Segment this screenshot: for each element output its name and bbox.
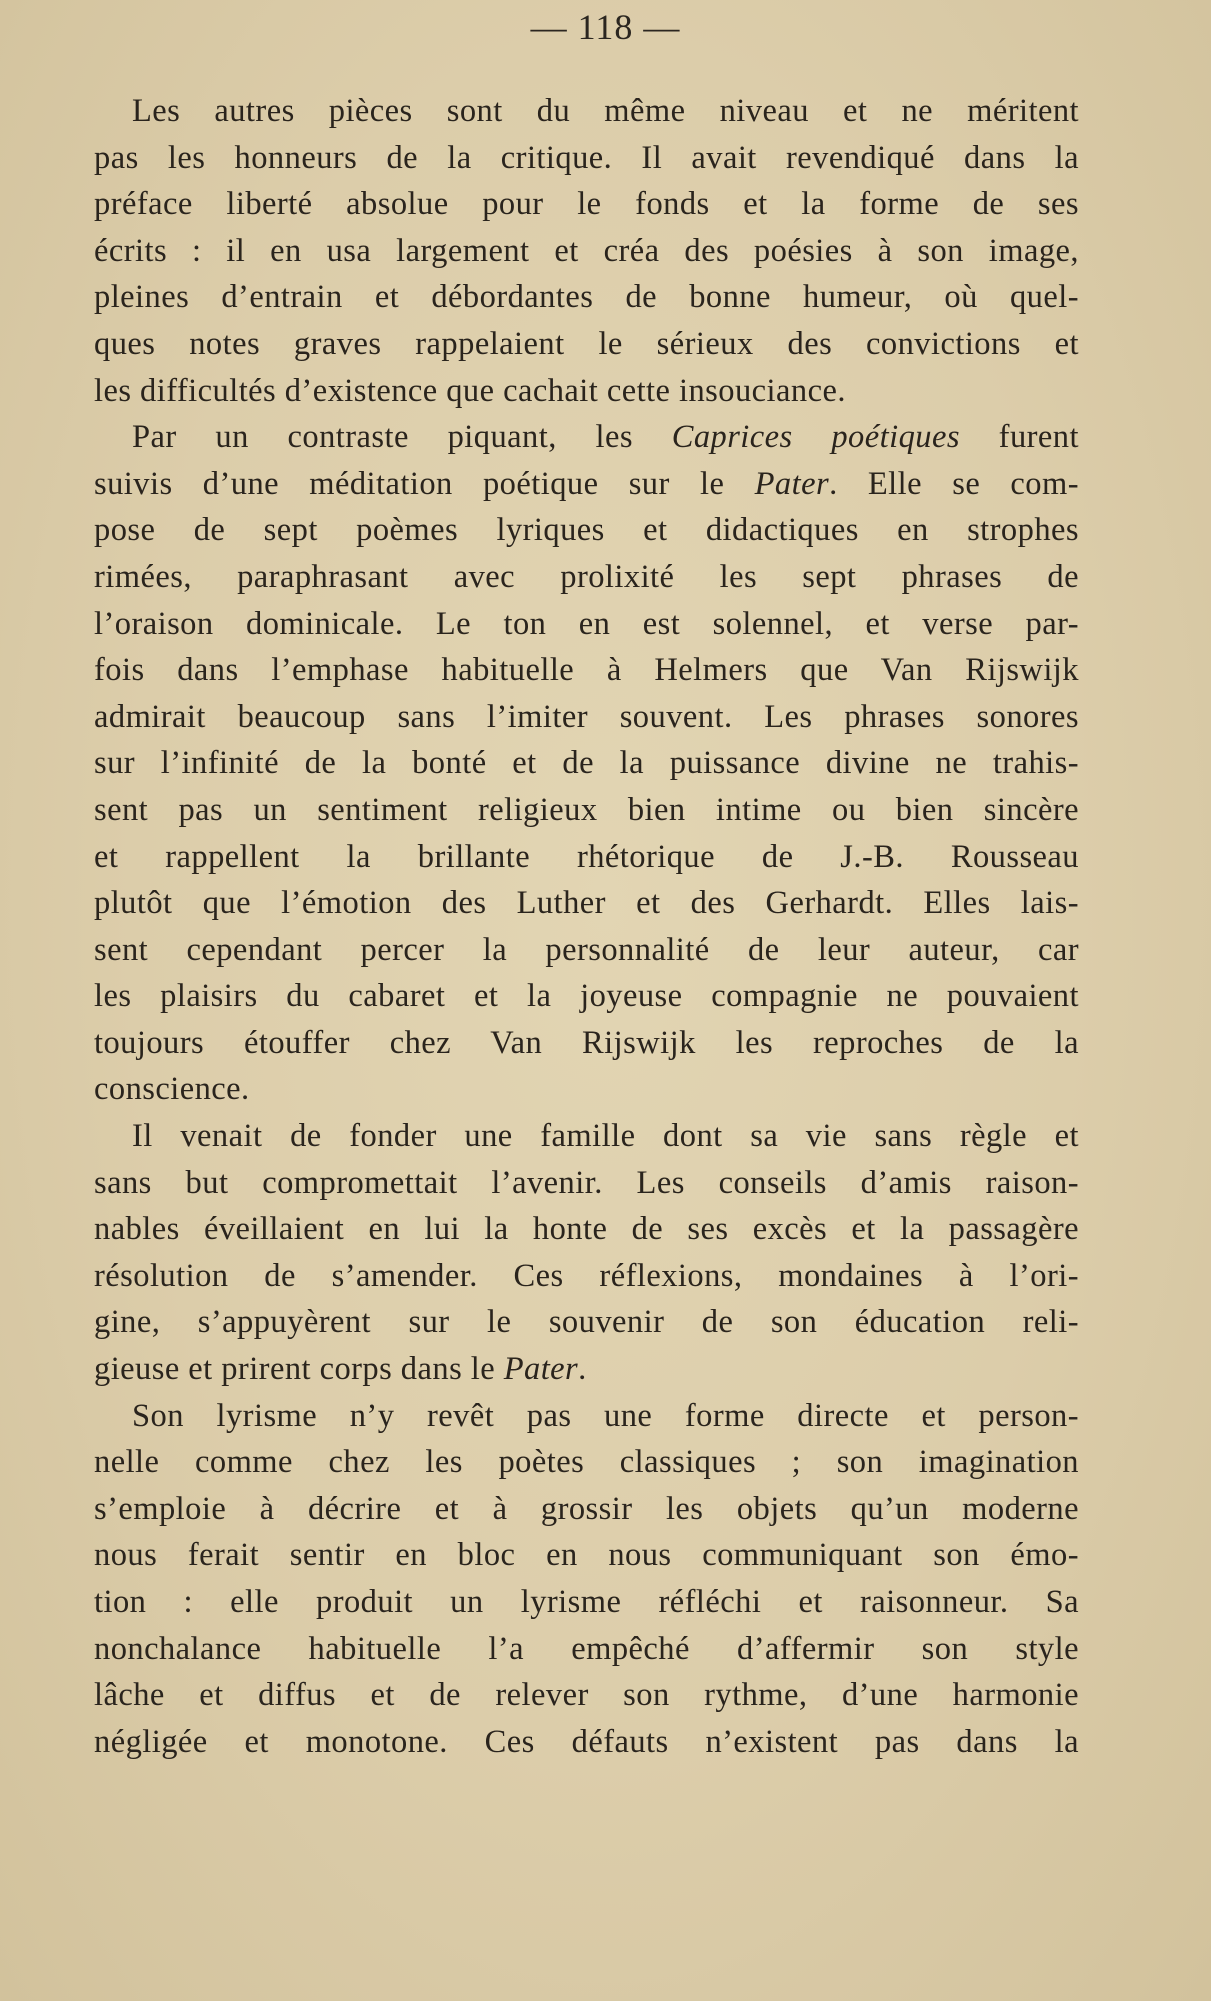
text-line — [94, 1672, 1079, 1719]
text-run: s’emploie à décrire et à grossir les objets qu’un moderne — [94, 1490, 1079, 1527]
italic-title: Pater — [503, 1351, 579, 1388]
text-line — [94, 1160, 1079, 1207]
text-line — [94, 740, 1079, 787]
text-run: Son lyrisme n’y revêt pas une forme directe et person- — [132, 1397, 1079, 1434]
italic-title: Pater — [754, 465, 830, 502]
text-line — [94, 554, 1079, 601]
text-line — [94, 181, 1079, 228]
text-run: sent cependant percer la personnalité de leur auteur, car — [94, 931, 1079, 968]
text-run: résolution de s’amender. Ces réflexions, mondaines à l’ori- — [94, 1257, 1079, 1294]
text-run: Les autres pièces sont du même niveau et ne méritent — [132, 93, 1079, 129]
page-number: — 118 — — [530, 7, 681, 47]
text-run: gieuse et prirent corps dans le — [94, 1351, 504, 1388]
text-line — [94, 414, 1079, 461]
text-line — [94, 694, 1079, 741]
text-line — [94, 368, 1079, 415]
paragraph — [94, 1393, 1079, 1766]
text-run: écrits : il en usa largement et créa des poésies à son image, — [94, 232, 1079, 269]
paragraph — [94, 1113, 1079, 1393]
text-line — [94, 880, 1079, 927]
text-line — [94, 601, 1079, 648]
text-run: pleines d’entrain et débordantes de bonne humeur, où quel- — [94, 279, 1079, 316]
text-line — [94, 1299, 1079, 1346]
text-run: nous ferait sentir en bloc en nous communiquant son émo- — [94, 1537, 1079, 1574]
text-line — [94, 927, 1079, 974]
text-run: lâche et diffus et de relever son rythme, d’une harmonie — [94, 1677, 1079, 1714]
text-line — [94, 1206, 1079, 1253]
text-run: Il venait de fonder une famille dont sa vie sans règle et — [132, 1118, 1079, 1155]
text-run: les plaisirs du cabaret et la joyeuse compagnie ne pouvaient — [94, 978, 1079, 1015]
text-run: et rappellent la brillante rhétorique de J.-B. Rousseau — [94, 838, 1079, 875]
text-line — [94, 1393, 1079, 1440]
text-run: conscience. — [94, 1071, 250, 1108]
paragraph — [94, 414, 1079, 1113]
text-run: nonchalance habituelle l’a empêché d’affermir son style — [94, 1630, 1079, 1667]
text-line — [94, 1486, 1079, 1533]
text-run: suivis d’une méditation poétique sur le — [94, 465, 755, 502]
text-line — [94, 1532, 1079, 1579]
text-run: fois dans l’emphase habituelle à Helmers que Van Rijswijk — [94, 652, 1079, 689]
text-line — [94, 88, 1079, 135]
text-run: nables éveillaient en lui la honte de ses excès et la passagère — [94, 1211, 1079, 1248]
text-run: furent — [959, 419, 1079, 456]
text-line — [94, 321, 1079, 368]
text-line — [94, 507, 1079, 554]
text-run: préface liberté absolue pour le fonds et la forme de ses — [94, 186, 1079, 223]
italic-title: Caprices poétiques — [671, 419, 960, 456]
text-run: . Elle se com- — [829, 465, 1079, 502]
text-run: pas les honneurs de la critique. Il avait revendiqué dans la — [94, 139, 1079, 176]
text-run: plutôt que l’émotion des Luther et des Gerhardt. Elles lais- — [94, 885, 1079, 922]
text-run: tion : elle produit un lyrisme réfléchi et raisonneur. Sa — [94, 1584, 1079, 1620]
text-run: toujours étouffer chez Van Rijswijk les reproches de la — [94, 1024, 1079, 1061]
text-line — [94, 1579, 1079, 1626]
text-line — [94, 1020, 1079, 1067]
body-text — [94, 88, 1079, 1765]
text-line — [94, 135, 1079, 182]
text-line — [94, 787, 1079, 834]
text-run: admirait beaucoup sans l’imiter souvent. Les phrases sonores — [94, 698, 1079, 735]
text-line — [94, 461, 1079, 508]
text-line — [94, 1066, 1079, 1113]
text-run: négligée et monotone. Ces défauts n’existent pas dans la — [94, 1723, 1079, 1760]
text-line — [94, 973, 1079, 1020]
text-run: gine, s’appuyèrent sur le souvenir de son éducation reli- — [94, 1304, 1079, 1341]
text-run: ques notes graves rappelaient le sérieux des convictions et — [94, 325, 1079, 362]
text-line — [94, 647, 1079, 694]
text-run: rimées, paraphrasant avec prolixité les sept phrases de — [94, 558, 1079, 595]
text-run: nelle comme chez les poètes classiques ; son imagination — [94, 1444, 1079, 1481]
text-run: Par un contraste piquant, les — [132, 419, 672, 456]
text-line — [94, 1719, 1079, 1766]
text-run: les difficultés d’existence que cachait cette insouciance. — [94, 372, 846, 409]
text-run: . — [578, 1351, 587, 1388]
text-run: sur l’infinité de la bonté et de la puissance divine ne trahis- — [94, 745, 1079, 782]
text-run: pose de sept poèmes lyriques et didactiques en strophes — [94, 512, 1079, 549]
text-line — [94, 228, 1079, 275]
text-line — [94, 834, 1079, 881]
text-line — [94, 1346, 1079, 1393]
text-line — [94, 1253, 1079, 1300]
text-run: sans but compromettait l’avenir. Les conseils d’amis raison- — [94, 1164, 1079, 1201]
text-run: sent pas un sentiment religieux bien intime ou bien sincère — [94, 791, 1079, 828]
text-line — [94, 1113, 1079, 1160]
paragraph — [94, 88, 1079, 414]
text-line — [94, 1439, 1079, 1486]
text-line — [94, 1626, 1079, 1673]
text-run: l’oraison dominicale. Le ton en est solennel, et verse par- — [94, 605, 1079, 642]
text-line — [94, 274, 1079, 321]
